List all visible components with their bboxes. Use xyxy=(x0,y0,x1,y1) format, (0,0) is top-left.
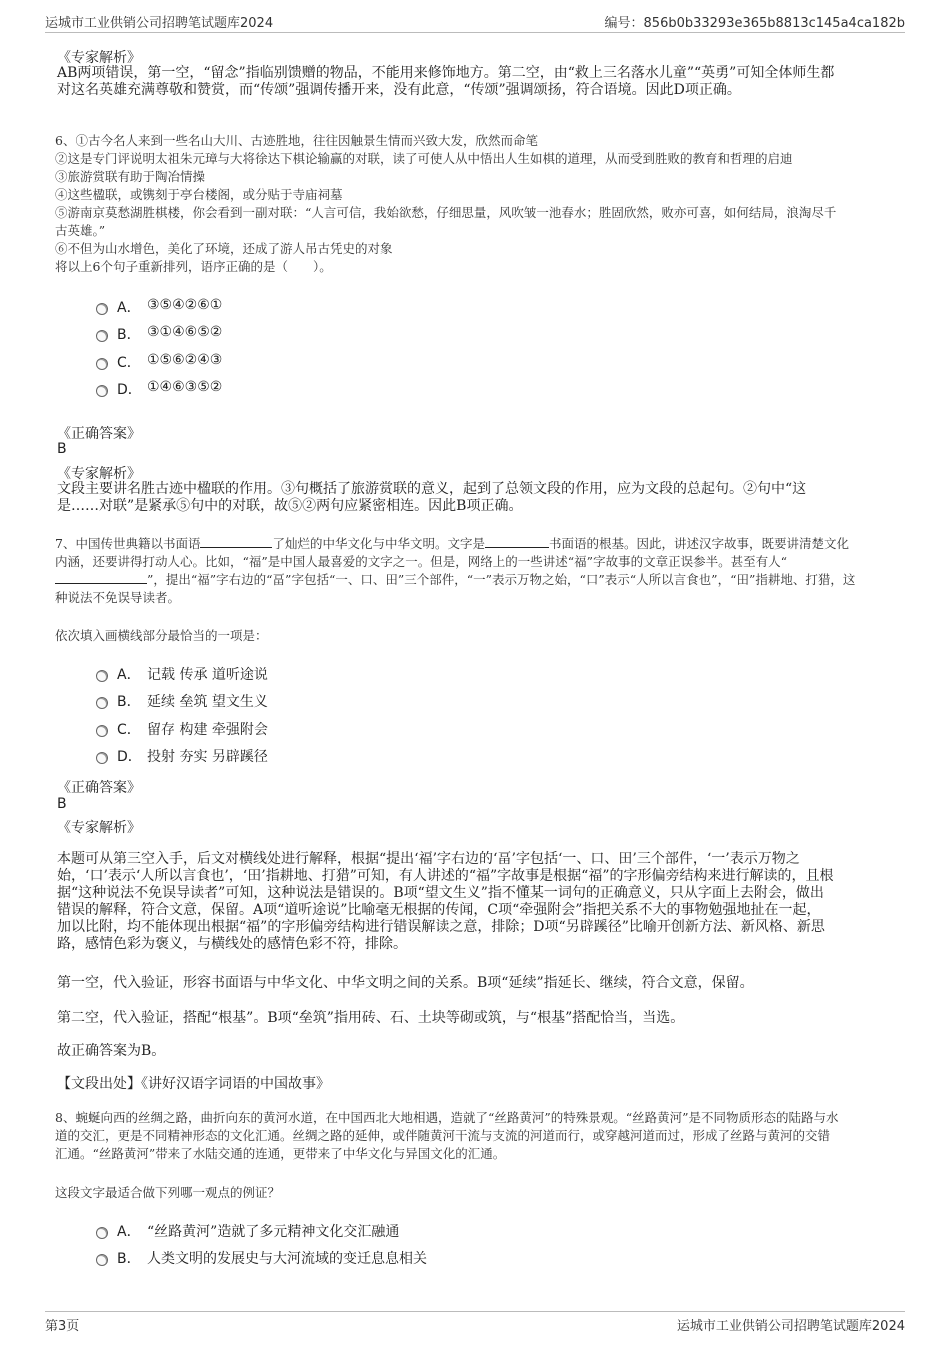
q7-analysis-line: 路，感情色彩为褒义，与横线处的感情色彩不符，排除。 xyxy=(57,936,407,952)
q7-analysis xyxy=(57,851,893,953)
q7-para-blank2: 第二空，代入验证，搭配“根基”。B项“垒筑”指用砖、石、土块等砌或筑，与“根基”搭配恰当，当选。 xyxy=(57,1010,685,1026)
q7-analysis-line: 错误的解释，符合文意，保留。A项“道听途说”比喻毫无根据的传闻，C项“牵强附会”指把关系不大的事物勉强地扯在一起， xyxy=(57,902,821,918)
q6-line: ⑤游南京莫愁湖胜棋楼，你会看到一副对联：“人言可信，我始欲愁，仔细思量，风吹皱一池春水；胜固欣然，败亦可喜，如何结局，浪淘尽千 xyxy=(55,205,837,220)
q7-conclusion: 故正确答案为B。 xyxy=(57,1043,166,1059)
q7-para-blank1: 第一空，代入验证，形容书面语与中华文化、中华文明之间的关系。B项“延续”指延长、继续，符合文意，保留。 xyxy=(57,975,754,991)
q7-answer: B xyxy=(57,796,67,812)
q6-line: ⑥不但为山水增色，美化了环境，还成了游人吊古凭史的对象 xyxy=(55,241,393,256)
q7-line: 内涵，还要讲得打动人心。比如，“福”是中国人最喜爱的文字之一。但是，网络上的一些讲述“福”字故事的文章正误参半。甚至有人“ xyxy=(55,554,787,569)
header-doc-id: 编号：856b0b33293e365b8813c145a4ca182b xyxy=(604,16,905,31)
q7-source xyxy=(57,1076,893,1093)
q6-analysis-label: 《专家解析》 xyxy=(57,466,141,482)
page-number: 第3页 xyxy=(45,1319,80,1334)
radio-button[interactable] xyxy=(96,752,108,764)
blank-1 xyxy=(200,535,272,548)
q5-analysis-line: 对这名英雄充满尊敬和赞赏，而“传颂”强调传播开来，没有此意，“传颂”强调颂扬，符合语境。因此D项正确。 xyxy=(57,82,741,98)
q6-stem xyxy=(55,132,897,276)
q7-line: ”，提出“福”字右边的“畐”字包括“一、口、田”三个部件，“一”表示万物之始，“口”表示“人所以言食也”，“田”指耕地、打猎，这 xyxy=(55,571,897,589)
q6-line: 古英雄。” xyxy=(55,223,106,238)
q6-line: 将以上6个句子重新排列，语序正确的是（ ）。 xyxy=(55,259,332,274)
q6-analysis xyxy=(57,481,893,515)
blank-3 xyxy=(55,571,147,584)
source-label: 【文段出处】 xyxy=(57,1076,141,1092)
radio-button[interactable] xyxy=(96,1254,108,1266)
q8-line: 8、蜿蜒向西的丝绸之路，曲折向东的黄河水道，在中国西北大地相遇，造就了“丝路黄河”的特殊景观。“丝路黄河”是不同物质形态的陆路与水 xyxy=(55,1110,839,1125)
q7-analysis-line: 本题可从第三空入手，后文对横线处进行解释，根据“提出‘福’字右边的‘畐’字包括‘一、口、田’三个部件，‘一’表示万物之 xyxy=(57,851,800,867)
q8-prompt: 这段文字最适合做下列哪一观点的例证？ xyxy=(55,1185,281,1200)
q7-line: 种说法不免误导读者。 xyxy=(55,590,181,605)
q5-analysis xyxy=(57,65,893,99)
q8-line: 汇通。“丝路黄河”带来了水陆交通的连通，更带来了中华文化与异国文化的汇通。 xyxy=(55,1146,506,1161)
q5-analysis-label: 《专家解析》 xyxy=(57,50,141,66)
q7-analysis-line: 始，‘口’表示‘人所以言食也’，‘田’指耕地、打猎”可知，有人讲述的“福”字故事是根据“福”的字形偏旁结构来进行解读的，且根 xyxy=(57,868,834,884)
radio-button[interactable] xyxy=(96,385,108,397)
q7-stem xyxy=(55,535,897,607)
q6-analysis-line: 是……对联”是紧承⑤句中的对联，故⑤②两句应紧密相连。因此B项正确。 xyxy=(57,498,523,514)
page-footer xyxy=(45,1311,905,1336)
radio-button[interactable] xyxy=(96,303,108,315)
header-title: 运城市工业供销公司招聘笔试题库2024 xyxy=(45,16,274,31)
q6-analysis-line: 文段主要讲名胜古迹中楹联的作用。③句概括了旅游赏联的意义，起到了总领文段的作用，应为文段的总起句。②句中“这 xyxy=(57,481,807,497)
q7-analysis-label: 《专家解析》 xyxy=(57,820,141,836)
q6-answer-label: 《正确答案》 xyxy=(57,426,141,442)
q6-answer: B xyxy=(57,441,67,457)
q7-line: 7、中国传世典籍以书面语 了灿烂的中华文化与中华文明。文字是 书面语的根基。因此，讲述汉字故事，既要讲清楚文化 xyxy=(55,536,849,551)
q6-line: ③旅游赏联有助于陶冶情操 xyxy=(55,169,206,184)
radio-button[interactable] xyxy=(96,330,108,342)
q5-analysis-line: AB两项错误，第一空，“留念”指临别馈赠的物品，不能用来修饰地方。第二空，由“救上三名落水儿童”“英勇”可知全体师生都 xyxy=(57,65,835,81)
q7-answer-label: 《正确答案》 xyxy=(57,780,141,796)
q7-prompt: 依次填入画横线部分最恰当的一项是： xyxy=(55,628,268,643)
q6-line: 6、①古今名人来到一些名山大川、古迹胜地，往往因触景生情而兴致大发，欣然而命笔 xyxy=(55,133,538,148)
blank-2 xyxy=(485,535,549,548)
source-title: 《讲好汉语字词语的中国故事》 xyxy=(141,1076,330,1092)
q7-analysis-line: 据“这种说法不免误导读者”可知，这种说法是错误的。B项“望文生义”指不懂某一词句的正确意义，只从字面上去附会，做出 xyxy=(57,885,824,901)
q6-line: ④这些楹联，或镌刻于亭台楼阁，或分贴于寺庙祠墓 xyxy=(55,187,343,202)
q8-line: 道的交汇，更是不同精神形态的文化汇通。丝绸之路的延伸，或伴随黄河干流与支流的河道而行，或穿越河道而过，形成了丝路与黄河的交错 xyxy=(55,1128,831,1143)
radio-button[interactable] xyxy=(96,725,108,737)
footer-title: 运城市工业供销公司招聘笔试题库2024 xyxy=(676,1319,905,1334)
q7-analysis-line: 加以比附，均不能体现出根据“福”的字形偏旁结构进行错误解读之意，排除；D项“另辟蹊径”比喻开创新方法、新风格、新思 xyxy=(57,919,825,935)
radio-button[interactable] xyxy=(96,1227,108,1239)
radio-button[interactable] xyxy=(96,358,108,370)
radio-button[interactable] xyxy=(96,670,108,682)
q6-line: ②这是专门评说明太祖朱元璋与大将徐达下棋论输赢的对联，读了可使人从中悟出人生如棋的道理，从而受到胜败的教育和哲理的启迪 xyxy=(55,151,793,166)
page-header xyxy=(45,10,905,33)
radio-button[interactable] xyxy=(96,697,108,709)
q8-stem xyxy=(55,1109,897,1163)
